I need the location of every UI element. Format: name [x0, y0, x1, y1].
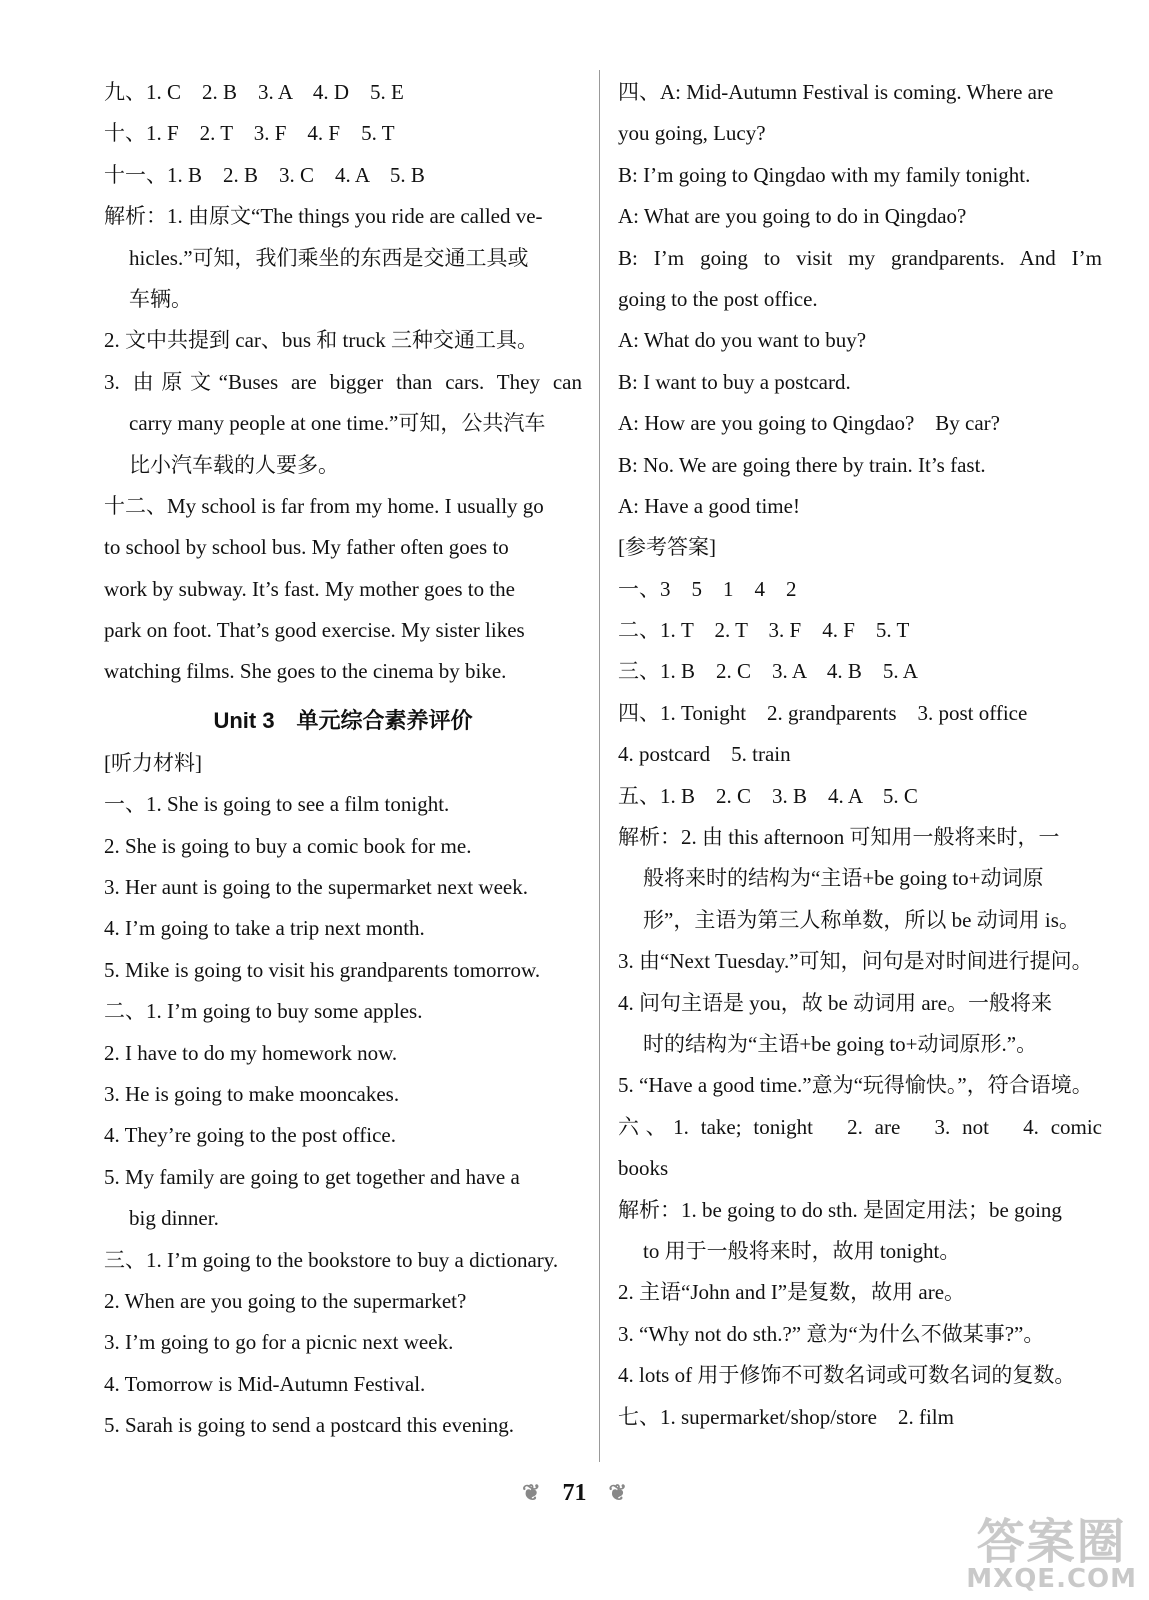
text-line: 形”，主语为第三人称单数，所以 be 动词用 is。: [643, 907, 1080, 932]
text-line: 解析：1. be going to do sth. 是固定用法；be going: [618, 1197, 1062, 1222]
text-line: 3. Her aunt is going to the supermarket next week.: [104, 875, 528, 900]
text-line: A: What are you going to do in Qingdao?: [618, 204, 967, 229]
left-column: [104, 72, 582, 1447]
text-line: 5. My family are going to get together and have a: [104, 1164, 520, 1189]
text-line: 九、1. C 2. B 3. A 4. D 5. E: [104, 80, 404, 104]
text-line: 六、1. take; tonight 2. are 3. not 4. comic: [618, 1114, 1102, 1139]
text-line: carry many people at one time.”可知，公共汽车: [129, 411, 546, 436]
text-line: 解析：2. 由 this afternoon 可知用一般将来时，一: [618, 825, 1060, 850]
text-line: 比小汽车载的人要多。: [129, 452, 339, 477]
text-line: 5. Mike is going to visit his grandparents tomorrow.: [104, 957, 541, 982]
text-line: [听力材料]: [104, 750, 202, 775]
text-line: you going, Lucy?: [618, 121, 766, 146]
text-line: 4. They’re going to the post office.: [104, 1123, 396, 1148]
site-watermark: [966, 1514, 1137, 1594]
text-line: 十、1. F 2. T 3. F 4. F 5. T: [104, 121, 395, 146]
text-line: 般将来时的结构为“主语+be going to+动词原: [643, 866, 1044, 891]
text-line: 3. He is going to make mooncakes.: [104, 1081, 400, 1106]
watermark-url: MXQE.COM: [966, 1564, 1137, 1594]
text-line: 2. 主语“John and I”是复数，故用 are。: [618, 1280, 966, 1305]
text-line: 4. 问句主语是 you，故 be 动词用 are。一般将来: [618, 990, 1052, 1015]
text-line: B: I’m going to visit my grandparents. And I’m: [618, 245, 1102, 270]
text-line: 十二、My school is far from my home. I usually go: [104, 493, 544, 518]
text-line: hicles.”可知，我们乘坐的东西是交通工具或: [129, 245, 529, 270]
text-line: to 用于一般将来时，故用 tonight。: [643, 1238, 961, 1263]
text-line: watching films. She goes to the cinema by bike.: [104, 659, 507, 684]
text-line: 解析：1. 由原文“The things you ride are called ve-: [104, 204, 543, 229]
column-divider: [599, 70, 600, 1462]
text-line: B: No. We are going there by train. It’s fast.: [618, 452, 986, 477]
text-line: 3. I’m going to go for a picnic next week.: [104, 1330, 454, 1355]
leaf-ornament-icon: ❦: [608, 1480, 627, 1505]
text-line: 4. lots of 用于修饰不可数名词或可数名词的复数。: [618, 1363, 1076, 1388]
text-line: 3. “Why not do sth.?” 意为“为什么不做某事?”。: [618, 1321, 1045, 1346]
text-line: 3. 由原文“Buses are bigger than cars. They can: [104, 369, 582, 394]
text-line: big dinner.: [129, 1206, 219, 1231]
text-line: A: How are you going to Qingdao? By car?: [618, 411, 1000, 436]
text-line: 三、1. I’m going to the bookstore to buy a dictionary.: [104, 1247, 559, 1272]
text-line: 3. 由“Next Tuesday.”可知，问句是对时间进行提问。: [618, 949, 1093, 974]
text-line: B: I want to buy a postcard.: [618, 369, 851, 394]
text-line: 十一、1. B 2. B 3. C 4. A 5. B: [104, 162, 425, 187]
leaf-ornament-icon: ❦: [522, 1480, 541, 1505]
text-line: 2. 文中共提到 car、bus 和 truck 三种交通工具。: [104, 328, 538, 353]
page-number-value: 71: [562, 1480, 587, 1506]
text-line: 四、A: Mid-Autumn Festival is coming. Where are: [618, 80, 1054, 104]
text-line: to school by school bus. My father often goes to: [104, 535, 509, 560]
text-line: 二、1. I’m going to buy some apples.: [104, 999, 423, 1024]
text-line: [参考答案]: [618, 535, 716, 560]
text-line: 5. “Have a good time.”意为“玩得愉快。”，符合语境。: [618, 1073, 1093, 1098]
section-heading: Unit 3 单元综合素养评价: [213, 707, 473, 733]
text-line: B: I’m going to Qingdao with my family tonight.: [618, 162, 1031, 187]
text-line: going to the post office.: [618, 286, 818, 311]
text-line: A: What do you want to buy?: [618, 328, 867, 353]
text-line: A: Have a good time!: [618, 493, 800, 518]
text-line: books: [618, 1156, 669, 1181]
text-line: 一、3 5 1 4 2: [618, 576, 797, 601]
text-line: 四、1. Tonight 2. grandparents 3. post office: [618, 700, 1028, 725]
text-line: 车辆。: [129, 286, 192, 311]
text-line: 4. I’m going to take a trip next month.: [104, 916, 425, 941]
text-line: park on foot. That’s good exercise. My sister likes: [104, 618, 525, 643]
text-line: 二、1. T 2. T 3. F 4. F 5. T: [618, 618, 910, 643]
page-number: [0, 1480, 1149, 1507]
text-line: 2. When are you going to the supermarket?: [104, 1288, 467, 1313]
text-line: 4. Tomorrow is Mid-Autumn Festival.: [104, 1371, 426, 1396]
text-line: 2. I have to do my homework now.: [104, 1040, 398, 1065]
text-line: 一、1. She is going to see a film tonight.: [104, 792, 450, 817]
right-column: [618, 72, 1102, 1438]
text-line: 五、1. B 2. C 3. B 4. A 5. C: [618, 783, 918, 808]
text-line: 5. Sarah is going to send a postcard this evening.: [104, 1413, 515, 1438]
watermark-logo: 答案圈: [976, 1514, 1127, 1570]
text-line: 4. postcard 5. train: [618, 742, 791, 767]
text-line: 时的结构为“主语+be going to+动词原形.”。: [643, 1031, 1038, 1056]
text-line: work by subway. It’s fast. My mother goes to the: [104, 576, 515, 601]
text-line: 2. She is going to buy a comic book for me.: [104, 833, 472, 858]
text-line: 三、1. B 2. C 3. A 4. B 5. A: [618, 659, 918, 684]
text-line: 七、1. supermarket/shop/store 2. film: [618, 1404, 954, 1429]
